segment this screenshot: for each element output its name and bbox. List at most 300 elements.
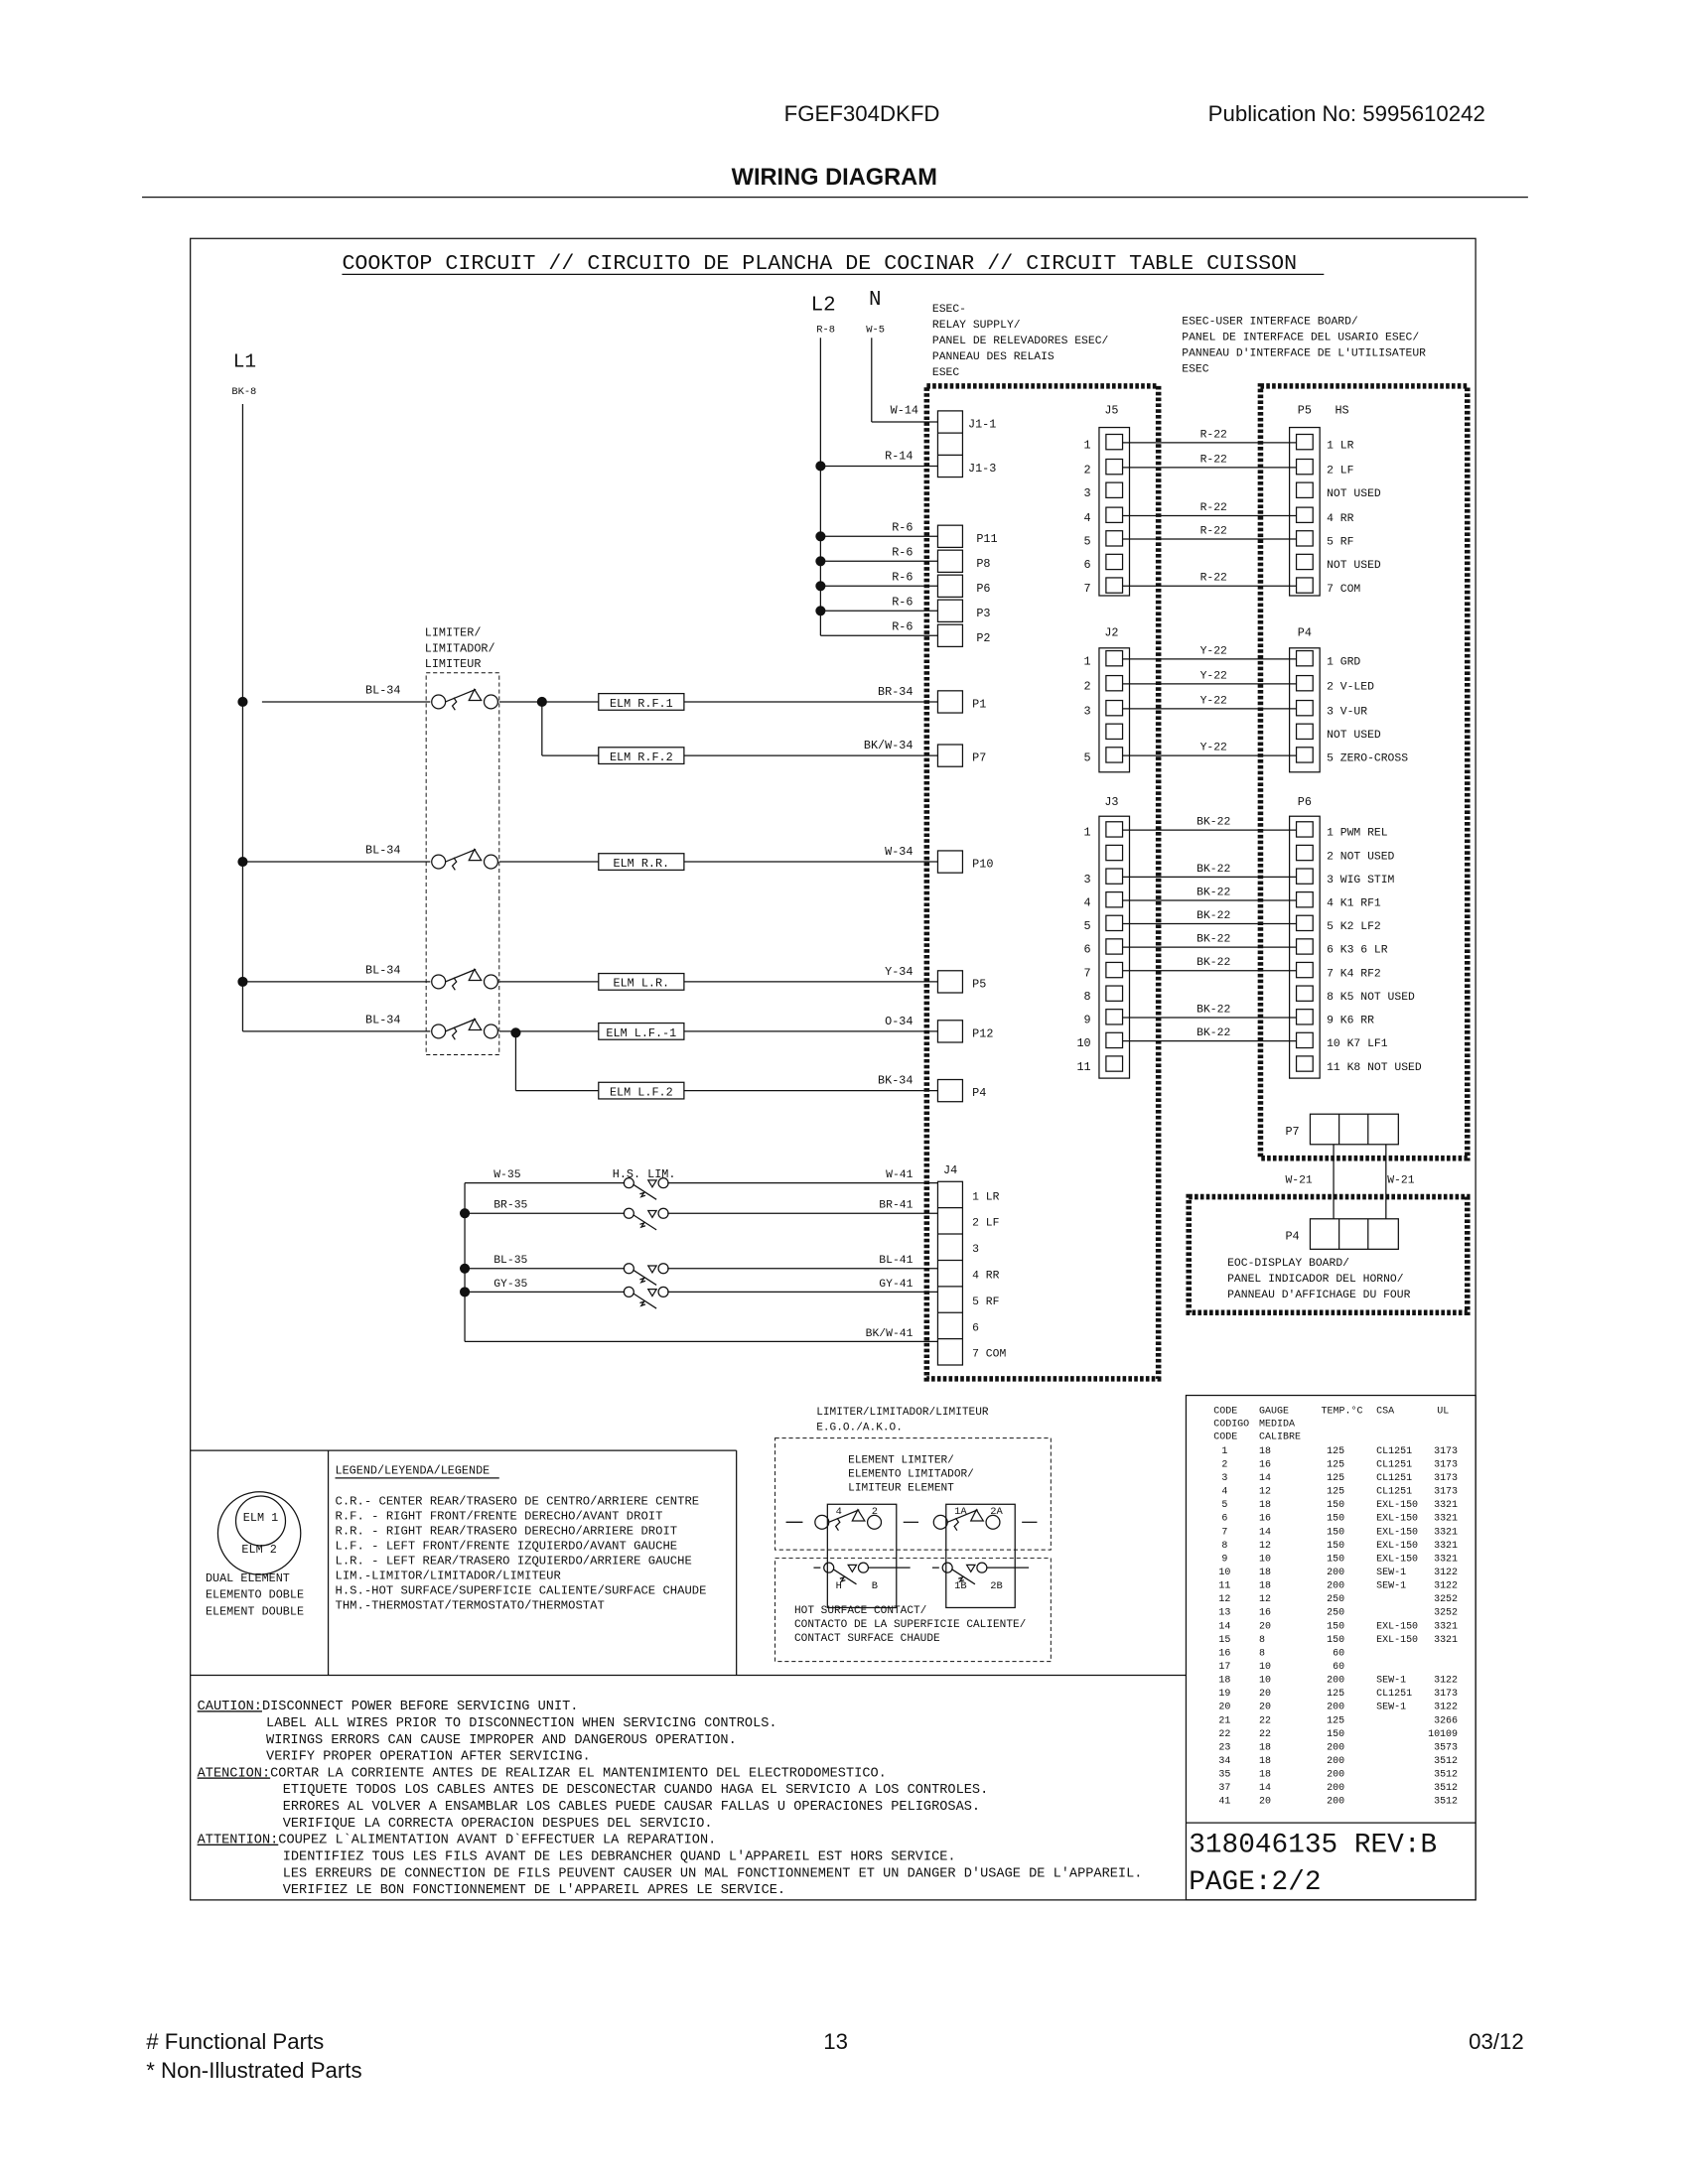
table-cell: 150 — [1327, 1553, 1345, 1565]
pin — [1297, 822, 1314, 837]
pin-number: 3 — [1083, 872, 1091, 887]
connector-terminal — [937, 575, 962, 597]
caution-line — [283, 1800, 980, 1815]
connector-terminal — [937, 550, 962, 572]
limiter-terminal-circle — [432, 695, 446, 709]
wire-label: R-6 — [892, 545, 914, 560]
pin-label: 1 PWM REL — [1327, 827, 1388, 840]
connector-label: P5 — [1297, 403, 1312, 418]
ui-board-label: PANNEAU D'INTERFACE DE L'UTILISATEUR — [1182, 347, 1427, 360]
caution-text: IDENTIFIEZ TOUS LES FILS AVANT DE LES DEBRANCHER QUAND L'APPAREIL EST HORS SERVICE. — [282, 1849, 956, 1865]
wire-label: R-22 — [1199, 429, 1227, 442]
bimetal-squiggle-icon — [954, 1518, 958, 1531]
wire-label: R-22 — [1199, 454, 1227, 467]
dual-element-label: ELEMENTO DOBLE — [205, 1587, 305, 1602]
pin — [1106, 507, 1123, 522]
publication-number: Publication No: 5995610242 — [1207, 101, 1485, 127]
table-cell: 18 — [1259, 1444, 1272, 1456]
pin — [1106, 939, 1123, 954]
pin-label: 11 K8 NOT USED — [1327, 1061, 1422, 1074]
table-cell: 125 — [1327, 1458, 1345, 1470]
hs-terminal-circle — [824, 1563, 834, 1572]
table-cell: 3173 — [1434, 1485, 1459, 1497]
bimetal-squiggle-icon — [836, 1518, 840, 1531]
hs-terminal-circle — [624, 1264, 633, 1274]
connector-label: P11 — [976, 531, 998, 546]
pin — [1297, 748, 1314, 762]
wire-label: BL-34 — [365, 843, 401, 858]
relay-board-label: ESEC — [931, 366, 960, 379]
pin-number: 6 — [1083, 942, 1091, 957]
table-cell: 22 — [1259, 1727, 1272, 1739]
relay-board-label: ESEC- — [931, 303, 967, 316]
table-header: TEMP.°C — [1321, 1405, 1363, 1417]
pin-label: NOT USED — [1327, 730, 1381, 743]
table-cell: 20 — [1259, 1620, 1272, 1632]
table-cell: 15 — [1218, 1633, 1231, 1645]
pin — [1106, 578, 1123, 593]
table-cell: 3512 — [1434, 1754, 1459, 1766]
table-cell: 3512 — [1434, 1782, 1459, 1794]
diagram-frame — [191, 238, 1476, 1900]
bimetal-squiggle-icon — [639, 1279, 645, 1283]
heating-element-label: ELM R.F.1 — [609, 696, 673, 711]
wire-label: BK-22 — [1196, 863, 1231, 876]
table-cell: 150 — [1327, 1620, 1345, 1632]
table-cell: SEW-1 — [1376, 1567, 1407, 1578]
pin-label: 4 RR — [1327, 513, 1354, 525]
pin-label: 5 K2 LF2 — [1327, 921, 1381, 934]
wire-label: BK/W-41 — [865, 1327, 914, 1340]
l1-label: L1 — [232, 350, 257, 373]
table-cell: 150 — [1327, 1499, 1345, 1511]
wire-label: BL-34 — [365, 963, 401, 978]
p7-connector — [1310, 1114, 1398, 1145]
pin-label: 9 K6 RR — [1327, 1015, 1374, 1027]
wire-label: Y-34 — [885, 964, 914, 979]
limiter-terminal-circle — [432, 975, 446, 989]
wire-label: BL-34 — [365, 683, 401, 698]
pin — [1297, 554, 1314, 569]
pin — [1106, 962, 1123, 977]
table-cell: 5 — [1221, 1499, 1228, 1511]
connector-label: J4 — [943, 1162, 958, 1177]
caution-label: ATTENTION: — [197, 1833, 279, 1848]
wire-label: O-34 — [885, 1014, 914, 1028]
pin — [1297, 651, 1314, 666]
wire-label: BR-34 — [878, 685, 914, 699]
connector-terminal — [937, 1021, 962, 1042]
pin-label: 7 K4 RF2 — [1327, 968, 1381, 981]
wire-label: W-35 — [493, 1169, 521, 1182]
table-cell: 250 — [1327, 1606, 1345, 1618]
p-connector — [1290, 428, 1321, 596]
hs-limiter-label: H.S. LIM. — [612, 1167, 676, 1182]
pin — [1106, 845, 1123, 860]
table-header: CALIBRE — [1259, 1431, 1302, 1442]
page-indicator: PAGE:2/2 — [1189, 1866, 1322, 1898]
table-cell: 10 — [1259, 1674, 1272, 1686]
wire-label: W-14 — [890, 403, 918, 418]
pin-number: 3 — [1083, 704, 1091, 719]
wire-label: BK-34 — [878, 1073, 914, 1088]
connector-label: P8 — [976, 556, 991, 571]
connector-terminal — [937, 600, 962, 621]
table-cell: 8 — [1259, 1647, 1266, 1659]
table-cell: 14 — [1259, 1472, 1272, 1484]
pin-number: 1 — [1083, 438, 1091, 453]
table-cell: 125 — [1327, 1485, 1345, 1497]
table-cell: 3173 — [1434, 1472, 1459, 1484]
pin-label: 3 V-UR — [1327, 706, 1368, 719]
pin-label: 7 COM — [1327, 583, 1361, 596]
connector-label: P7 — [1285, 1125, 1300, 1140]
table-cell: 3173 — [1434, 1444, 1459, 1456]
connector-terminal — [937, 971, 962, 993]
pin-number: 5 — [1083, 751, 1091, 765]
bimetal-squiggle-icon — [453, 698, 457, 711]
table-cell: 4 — [1221, 1485, 1228, 1497]
limiter-terminal-circle — [485, 1024, 498, 1038]
table-cell: 9 — [1221, 1553, 1228, 1565]
connector-label: P10 — [972, 857, 994, 872]
revision-date: 03/12 — [1469, 2028, 1524, 2054]
pin-label: 2 NOT USED — [1327, 851, 1395, 864]
hot-surface-label: CONTACTO DE LA SUPERFICIE CALIENTE/ — [794, 1618, 1027, 1631]
wire-label: W-41 — [886, 1169, 914, 1182]
legend-item: R.R. - RIGHT REAR/TRASERO DERECHO/ARRIERE DROIT — [335, 1524, 678, 1539]
wire-label: BK-22 — [1196, 933, 1231, 946]
limiter-detail-label: ELEMENTO LIMITADOR/ — [848, 1468, 974, 1481]
pin — [1106, 554, 1123, 569]
pin-number: 10 — [1076, 1036, 1091, 1051]
caution-text: LES ERREURS DE CONNECTION DE FILS PEUVENT CAUSER UN MAL FONCTIONNEMENT ET UN DANGER D'USAGE DE L'APPAREIL. — [282, 1866, 1143, 1882]
connector-terminal — [937, 745, 962, 766]
table-cell: 18 — [1218, 1674, 1231, 1686]
limiter-terminal-circle — [432, 1024, 446, 1038]
pin-number: 8 — [1083, 989, 1091, 1004]
wire-label: GY-35 — [493, 1278, 528, 1291]
legend-item: L.F. - LEFT FRONT/FRENTE IZQUIERDO/AVANT GAUCHE — [335, 1539, 678, 1554]
table-cell: SEW-1 — [1376, 1674, 1407, 1686]
legend-item: R.F. - RIGHT FRONT/FRENTE DERECHO/AVANT DROIT — [335, 1509, 663, 1524]
junction-dot — [816, 462, 825, 471]
table-cell: 12 — [1259, 1539, 1272, 1551]
wire-label: BR-41 — [879, 1199, 914, 1212]
legend-item: C.R.- CENTER REAR/TRASERO DE CENTRO/ARRIERE CENTRE — [335, 1494, 700, 1509]
connector-label: HS — [1335, 403, 1349, 418]
table-cell: 2 — [1221, 1458, 1228, 1470]
pin-number: 2 — [1083, 463, 1091, 478]
pin — [1106, 460, 1123, 475]
table-header: UL — [1437, 1405, 1450, 1417]
limiter-label: LIMITEUR — [424, 657, 482, 672]
table-cell: 14 — [1259, 1526, 1272, 1538]
terminal-label: 1A — [954, 1506, 967, 1518]
table-cell: 3122 — [1434, 1567, 1459, 1578]
connector-label: P4 — [972, 1086, 987, 1101]
hot-surface-label: HOT SURFACE CONTACT/ — [794, 1605, 927, 1617]
pin — [1106, 482, 1123, 497]
ui-board-label: PANEL DE INTERFACE DEL USARIO ESEC/ — [1182, 332, 1420, 344]
hs-terminal-circle — [624, 1287, 633, 1297]
pin — [1297, 1056, 1314, 1071]
table-cell: 60 — [1333, 1647, 1345, 1659]
table-cell: 200 — [1327, 1754, 1345, 1766]
functional-parts-note: # Functional Parts — [146, 2028, 325, 2054]
junction-dot — [816, 532, 825, 541]
table-cell: 8 — [1259, 1633, 1266, 1645]
table-cell: EXL-150 — [1376, 1526, 1419, 1538]
table-cell: 7 — [1221, 1526, 1228, 1538]
pin-label: 4 RR — [972, 1270, 1000, 1283]
connector-terminal — [937, 525, 962, 547]
bimetal-squiggle-icon — [639, 1223, 645, 1227]
caution-line — [198, 1834, 717, 1848]
terminal-label: 2A — [990, 1506, 1003, 1518]
pin — [1106, 1032, 1123, 1047]
heating-element-label: ELM R.F.2 — [609, 750, 673, 764]
wire-label: R-6 — [892, 595, 914, 610]
junction-dot — [816, 607, 825, 615]
hs-terminal-circle — [977, 1563, 987, 1572]
pin — [1297, 869, 1314, 884]
caution-line — [283, 1817, 713, 1832]
table-cell: 3266 — [1434, 1714, 1459, 1726]
table-cell: 150 — [1327, 1526, 1345, 1538]
wire-label: W-21 — [1387, 1174, 1415, 1187]
pin-number: 6 — [1083, 558, 1091, 573]
bimetal-squiggle-icon — [639, 1192, 645, 1196]
pin — [1297, 986, 1314, 1001]
limiter-detail-label: LIMITEUR ELEMENT — [848, 1482, 954, 1495]
table-cell: 3122 — [1434, 1579, 1459, 1591]
connector-label: J1-1 — [968, 417, 997, 432]
pin — [1106, 822, 1123, 837]
table-cell: 200 — [1327, 1579, 1345, 1591]
table-cell: 16 — [1259, 1512, 1272, 1524]
table-cell: 10109 — [1428, 1727, 1459, 1739]
pin-number: 2 — [1083, 679, 1091, 694]
limiter-label: LIMITER/ — [424, 625, 482, 640]
limiter-label: LIMITADOR/ — [424, 641, 495, 656]
connector-label: J1-3 — [968, 461, 997, 476]
p-connector — [1290, 648, 1321, 772]
table-header: CODIGO — [1213, 1418, 1250, 1430]
table-cell: 150 — [1327, 1539, 1345, 1551]
wire-label: W-21 — [1285, 1174, 1313, 1187]
table-cell: 10 — [1259, 1660, 1272, 1672]
table-cell: 250 — [1327, 1593, 1345, 1605]
caution-text: CORTAR LA CORRIENTE ANTES DE REALIZAR EL MANTENIMIENTO DEL ELECTRODOMESTICO. — [270, 1766, 887, 1782]
pin-label: 3 — [972, 1244, 979, 1257]
table-header: CODE — [1213, 1431, 1238, 1442]
wire-label: BK-22 — [1196, 887, 1231, 899]
table-cell: 3252 — [1434, 1606, 1459, 1618]
table-header: CSA — [1376, 1405, 1395, 1417]
wire-label: BL-41 — [879, 1255, 914, 1268]
pin — [1106, 531, 1123, 546]
connector-label: P6 — [976, 581, 991, 596]
j1-connector — [937, 411, 962, 478]
pin-number: 5 — [1083, 919, 1091, 934]
legend-item: H.S.-HOT SURFACE/SUPERFICIE CALIENTE/SURFACE CHAUDE — [335, 1583, 707, 1598]
legend-item: L.R. - LEFT REAR/TRASERO IZQUIERDO/ARRIERE GAUCHE — [335, 1554, 692, 1569]
table-cell: 12 — [1259, 1485, 1272, 1497]
caution-text: ETIQUETE TODOS LOS CABLES ANTES DE DESCONECTAR CUANDO HAGA EL SERVICIO A LOS CONTROLES. — [282, 1783, 989, 1799]
pin-label: 1 LR — [972, 1191, 1000, 1204]
wire-label: BR-35 — [493, 1199, 528, 1212]
pin — [1106, 1010, 1123, 1024]
wire-label: W-34 — [885, 845, 914, 860]
part-number: 318046135 REV:B — [1189, 1830, 1438, 1861]
heating-element-label: ELM L.F.2 — [609, 1085, 673, 1100]
hs-terminal-circle — [858, 1563, 868, 1572]
pin-number: 1 — [1083, 825, 1091, 840]
display-board-label: PANEL INDICADOR DEL HORNO/ — [1227, 1273, 1404, 1286]
table-cell: 60 — [1333, 1660, 1345, 1672]
caution-line — [283, 1883, 785, 1898]
connector-label: J5 — [1104, 403, 1119, 418]
table-cell: 200 — [1327, 1768, 1345, 1780]
pin-number: 11 — [1076, 1059, 1091, 1074]
table-cell: 16 — [1218, 1647, 1231, 1659]
pin — [1297, 531, 1314, 546]
hs-terminal-circle — [942, 1563, 952, 1572]
connector-label: P5 — [972, 977, 987, 992]
table-cell: 22 — [1218, 1727, 1231, 1739]
table-cell: 8 — [1221, 1539, 1228, 1551]
display-board-label: PANNEAU D'AFFICHAGE DU FOUR — [1227, 1289, 1411, 1301]
table-cell: 18 — [1259, 1768, 1272, 1780]
pin-number: 3 — [1083, 485, 1091, 500]
limiter-terminal-circle — [432, 855, 446, 869]
table-cell: 18 — [1259, 1499, 1272, 1511]
wire-label: R-22 — [1199, 501, 1227, 514]
connector-label: P1 — [972, 697, 987, 712]
table-cell: 150 — [1327, 1512, 1345, 1524]
pin — [1106, 915, 1123, 930]
table-cell: 34 — [1218, 1754, 1231, 1766]
connector-label: J3 — [1104, 795, 1119, 810]
p4-display-connector — [1310, 1219, 1398, 1250]
table-cell: 3173 — [1434, 1688, 1459, 1700]
pin — [1297, 676, 1314, 691]
pin — [1297, 507, 1314, 522]
pin-number: 7 — [1083, 966, 1091, 981]
pin-number: 7 — [1083, 581, 1091, 596]
hs-triangle-icon — [848, 1565, 856, 1571]
table-cell: 3321 — [1434, 1499, 1459, 1511]
wire-label: R-22 — [1199, 572, 1227, 585]
pin — [1297, 1032, 1314, 1047]
table-cell: 1 — [1221, 1444, 1228, 1456]
pin — [1106, 651, 1123, 666]
connector-label: P4 — [1285, 1229, 1300, 1244]
pin — [1106, 724, 1123, 739]
terminal-label: 1B — [954, 1580, 967, 1592]
table-cell: 3512 — [1434, 1768, 1459, 1780]
pin-label: 1 LR — [1327, 440, 1354, 453]
junction-dot — [816, 582, 825, 591]
wire-label: BK-22 — [1196, 1027, 1231, 1040]
pin-label: 6 — [972, 1322, 979, 1335]
table-cell: 3122 — [1434, 1701, 1459, 1712]
ui-board-label: ESEC — [1182, 363, 1209, 376]
caution-text: VERIFIQUE LA CORRECTA OPERACION DESPUES DEL SERVICIO. — [282, 1816, 713, 1832]
wire-label: R-14 — [885, 449, 914, 464]
table-cell: 3321 — [1434, 1620, 1459, 1632]
wire-label: Y-22 — [1199, 645, 1227, 658]
table-cell: 3573 — [1434, 1741, 1459, 1753]
table-cell: 3321 — [1434, 1526, 1459, 1538]
caution-line — [283, 1866, 1143, 1881]
connector-label: P4 — [1297, 625, 1312, 640]
table-cell: SEW-1 — [1376, 1579, 1407, 1591]
legend-title: LEGEND/LEYENDA/LEGENDE — [335, 1463, 491, 1478]
hs-terminal-circle — [658, 1264, 668, 1274]
heating-element-label: ELM R.R. — [613, 856, 670, 871]
caution-text: COUPEZ L`ALIMENTATION AVANT D`EFFECTUER LA REPARATION. — [278, 1833, 717, 1848]
pin-label: 2 V-LED — [1327, 681, 1374, 694]
bimetal-squiggle-icon — [453, 978, 457, 991]
connector-terminal — [937, 624, 962, 646]
caution-text: LABEL ALL WIRES PRIOR TO DISCONNECTION WHEN SERVICING CONTROLS. — [266, 1716, 777, 1732]
hs-triangle-icon — [648, 1290, 656, 1297]
connector-label: P2 — [976, 630, 991, 645]
limiter-terminal-circle — [485, 975, 498, 989]
connector-terminal — [937, 1080, 962, 1102]
wire-label: BK-22 — [1196, 957, 1231, 970]
pin-label: 2 LF — [1327, 465, 1354, 478]
limiter-detail-title: E.G.O./A.K.O. — [816, 1422, 903, 1434]
pin — [1297, 1010, 1314, 1024]
table-cell: 37 — [1218, 1782, 1231, 1794]
wire-label: W-5 — [866, 324, 885, 337]
hot-surface-label: CONTACT SURFACE CHAUDE — [794, 1632, 940, 1645]
wire-label: R-6 — [892, 570, 914, 585]
wire-label: Y-22 — [1199, 670, 1227, 683]
table-cell: 10 — [1218, 1567, 1231, 1578]
bimetal-squiggle-icon — [639, 1301, 645, 1305]
table-cell: 21 — [1218, 1714, 1231, 1726]
pin — [1106, 748, 1123, 762]
legend-item: LIM.-LIMITOR/LIMITADOR/LIMITEUR — [335, 1569, 561, 1583]
table-cell: EXL-150 — [1376, 1539, 1419, 1551]
caution-text: WIRINGS ERRORS CAN CAUSE IMPROPER AND DANGEROUS OPERATION. — [266, 1732, 737, 1748]
table-cell: EXL-150 — [1376, 1553, 1419, 1565]
table-cell: 125 — [1327, 1714, 1345, 1726]
terminal-label: 2 — [871, 1506, 879, 1518]
pin — [1297, 962, 1314, 977]
page-number: 13 — [823, 2028, 849, 2054]
pin — [1297, 939, 1314, 954]
wire-label: Y-22 — [1199, 695, 1227, 708]
table-cell: CL1251 — [1376, 1444, 1413, 1456]
table-cell: 18 — [1259, 1579, 1272, 1591]
dual-element-label: DUAL ELEMENT — [205, 1571, 290, 1586]
table-cell: 125 — [1327, 1688, 1345, 1700]
pin — [1106, 869, 1123, 884]
caution-text: DISCONNECT POWER BEFORE SERVICING UNIT. — [261, 1700, 579, 1715]
table-cell: 3512 — [1434, 1795, 1459, 1807]
connector-label: P3 — [976, 606, 991, 620]
table-cell: 13 — [1218, 1606, 1231, 1618]
wire-label: BK-22 — [1196, 910, 1231, 922]
table-cell: 200 — [1327, 1741, 1345, 1753]
junction-dot — [238, 698, 247, 707]
table-cell: 16 — [1259, 1458, 1272, 1470]
